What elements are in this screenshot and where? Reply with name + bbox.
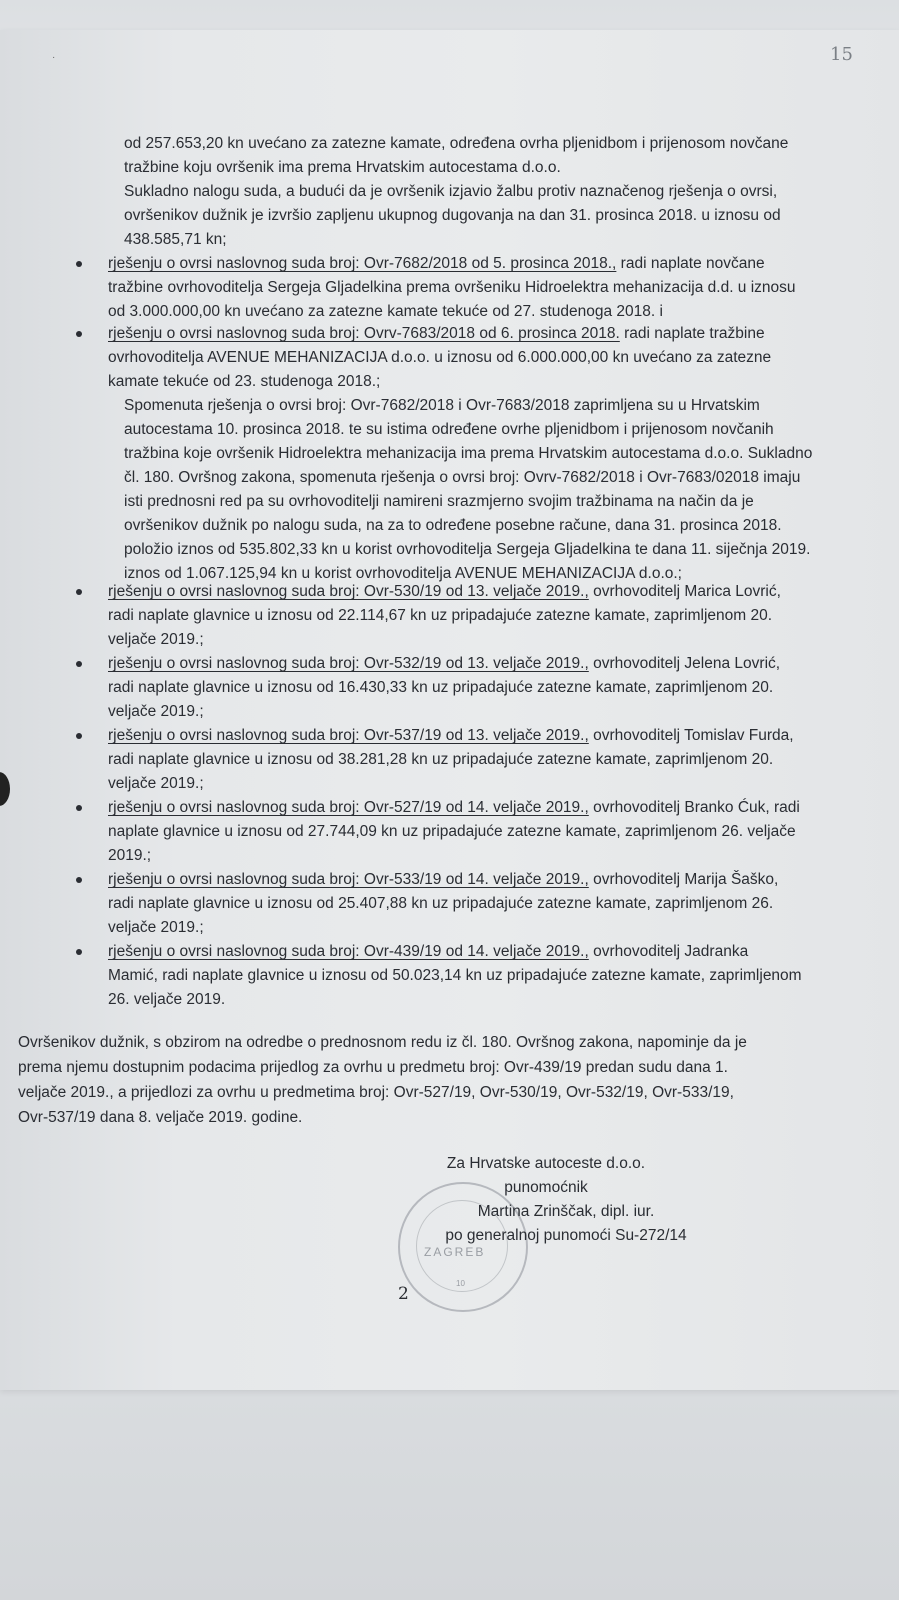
text-line: kamate tekuće od 23. studenoga 2018.;	[108, 373, 381, 390]
text-line: naplate glavnice u iznosu od 27.744,09 kn uz pripadajuće zatezne kamate, zaprimljenom 26. veljače	[108, 823, 796, 840]
ruling-reference: rješenju o ovrsi naslovnog suda broj: Ovr-7682/2018 od 5. prosinca 2018.,	[108, 255, 617, 272]
text-line: Mamić, radi naplate glavnice u iznosu od 50.023,14 kn uz pripadajuće zatezne kamate, zaprimljenom	[108, 967, 802, 984]
signature-name: Martina Zrinščak, dipl. iur.	[477, 1203, 655, 1220]
ruling-reference: rješenju o ovrsi naslovnog suda broj: Ovr-537/19 od 13. veljače 2019.,	[108, 727, 589, 744]
text-line: radi naplate glavnice u iznosu od 38.281,28 kn uz pripadajuće zatezne kamate, zaprimljenom 20.	[108, 751, 774, 768]
text-line: iznos od 1.067.125,94 kn u korist ovrhovoditelja AVENUE MEHANIZACIJA d.o.o.;	[124, 565, 682, 582]
page-number: 2	[398, 1284, 409, 1304]
bullet-icon	[76, 661, 82, 667]
text-line: tražbine koju ovršenik ima prema Hrvatskim autocestama d.o.o.	[124, 159, 561, 176]
middle-paragraph	[124, 394, 824, 586]
text-line: 2019.;	[108, 847, 152, 864]
ruling-reference: rješenju o ovrsi naslovnog suda broj: Ovr-530/19 od 13. veljače 2019.,	[108, 583, 589, 600]
text-line: tražbine ovrhovoditelja Sergeja Gljadelkina prema ovršeniku Hidroelektra mehanizacija d.d. u iznosu	[108, 279, 796, 296]
signature-company: Za Hrvatske autoceste d.o.o.	[446, 1155, 646, 1172]
bullet-icon	[76, 331, 82, 337]
text-line: Ovršenikov dužnik, s obzirom na odredbe o prednosnom redu iz čl. 180. Ovršnog zakona, napominje da je	[18, 1034, 747, 1051]
stamp-number: 10	[456, 1279, 465, 1288]
text-line: 26. veljače 2019.	[108, 991, 226, 1008]
text-line: radi naplate novčane	[616, 255, 765, 272]
text-line: ovrhovoditelj Branko Ćuk, radi	[588, 799, 800, 816]
ruling-reference: rješenju o ovrsi naslovnog suda broj: Ovr-532/19 od 13. veljače 2019.,	[108, 655, 589, 672]
text-line: od 257.653,20 kn uvećano za zatezne kamate, određena ovrha pljenidbom i prijenosom novčane	[124, 135, 789, 152]
text-line: veljače 2019.;	[108, 775, 204, 792]
stamp-city: ZAGREB	[424, 1245, 486, 1259]
text-line: isti prednosni red pa su ovrhovoditelji namireni srazmjerno svojim tražbinama na način da je	[124, 493, 754, 510]
text-line: radi naplate tražbine	[619, 325, 765, 342]
closing-paragraph	[18, 1030, 830, 1130]
text-line: veljače 2019.;	[108, 631, 204, 648]
bullet-icon	[76, 805, 82, 811]
text-line: ovrhovoditelja AVENUE MEHANIZACIJA d.o.o. u iznosu od 6.000.000,00 kn uvećano za zatezne	[108, 349, 772, 366]
handwritten-page-mark: 15	[830, 44, 853, 65]
text-line: čl. 180. Ovršnog zakona, spomenuta rješenja o ovrsi broj: Ovrv-7682/2018 i Ovr-7683/02018 imaju	[124, 469, 801, 486]
signature-block	[396, 1152, 696, 1248]
text-line: prema njemu dostupnim podacima prijedlog za ovrhu u predmetu broj: Ovr-439/19 predan sudu dana 1.	[18, 1059, 728, 1076]
corner-mark: ·	[52, 52, 56, 63]
text-line: ovrhovoditelj Tomislav Furda,	[588, 727, 794, 744]
text-line: Spomenuta rješenja o ovrsi broj: Ovr-7682/2018 i Ovr-7683/2018 zaprimljena su u Hrvatskim	[124, 397, 760, 414]
text-line: tražbina koje ovršenik Hidroelektra mehanizacija ima prema Hrvatskim autocestama d.o.o. Sukladno	[124, 445, 813, 462]
text-line: radi naplate glavnice u iznosu od 16.430,33 kn uz pripadajuće zatezne kamate, zaprimljenom 20.	[108, 679, 774, 696]
text-line: Ovr-537/19 dana 8. veljače 2019. godine.	[18, 1109, 303, 1126]
text-line: ovrhovoditelj Marica Lovrić,	[588, 583, 781, 600]
signature-role: punomoćnik	[504, 1179, 588, 1196]
bullet-icon	[76, 261, 82, 267]
ruling-reference: rješenju o ovrsi naslovnog suda broj: Ovr-533/19 od 14. veljače 2019.,	[108, 871, 589, 888]
bullet-icon	[76, 949, 82, 955]
text-line: Sukladno nalogu suda, a budući da je ovršenik izjavio žalbu protiv naznačenog rješenja o ovrsi,	[124, 183, 778, 200]
text-line: radi naplate glavnice u iznosu od 22.114,67 kn uz pripadajuće zatezne kamate, zaprimljenom 20.	[108, 607, 773, 624]
text-line: ovršenikov dužnik po nalogu suda, na za to određene posebne račune, dana 31. prosinca 2018.	[124, 517, 782, 534]
text-line: radi naplate glavnice u iznosu od 25.407,88 kn uz pripadajuće zatezne kamate, zaprimljenom 26.	[108, 895, 774, 912]
text-line: ovrhovoditelj Marija Šaško,	[588, 871, 779, 888]
text-line: ovrhovoditelj Jadranka	[588, 943, 749, 960]
text-line: veljače 2019.;	[108, 703, 204, 720]
text-line: veljače 2019.;	[108, 919, 204, 936]
text-line: ovršenikov dužnik je izvršio zapljenu ukupnog dugovanja na dan 31. prosinca 2018. u iznosu od	[124, 207, 781, 224]
bullet-icon	[76, 589, 82, 595]
text-line: autocestama 10. prosinca 2018. te su istima određene ovrhe pljenidbom i prijenosom novčanih	[124, 421, 774, 438]
bullet-icon	[76, 733, 82, 739]
text-line: ovrhovoditelj Jelena Lovrić,	[588, 655, 781, 672]
text-line: 438.585,71 kn;	[124, 231, 227, 248]
intro-paragraph	[124, 132, 824, 252]
ruling-reference: rješenju o ovrsi naslovnog suda broj: Ovrv-7683/2018 od 6. prosinca 2018.	[108, 325, 620, 342]
text-line: položio iznos od 535.802,33 kn u korist ovrhovoditelja Sergeja Gljadelkina te dana 11. siječnja 2019.	[124, 541, 811, 558]
bullet-icon	[76, 877, 82, 883]
ruling-reference: rješenju o ovrsi naslovnog suda broj: Ovr-439/19 od 14. veljače 2019.,	[108, 943, 589, 960]
text-line: veljače 2019., a prijedlozi za ovrhu u predmetima broj: Ovr-527/19, Ovr-530/19, Ovr-532/19, Ovr-533/19,	[18, 1084, 734, 1101]
ruling-reference: rješenju o ovrsi naslovnog suda broj: Ovr-527/19 od 14. veljače 2019.,	[108, 799, 589, 816]
text-line: od 3.000.000,00 kn uvećano za zatezne kamate tekuće od 27. studenoga 2018. i	[108, 303, 663, 320]
signature-authority: po generalnoj punomoći Su-272/14	[445, 1227, 687, 1244]
